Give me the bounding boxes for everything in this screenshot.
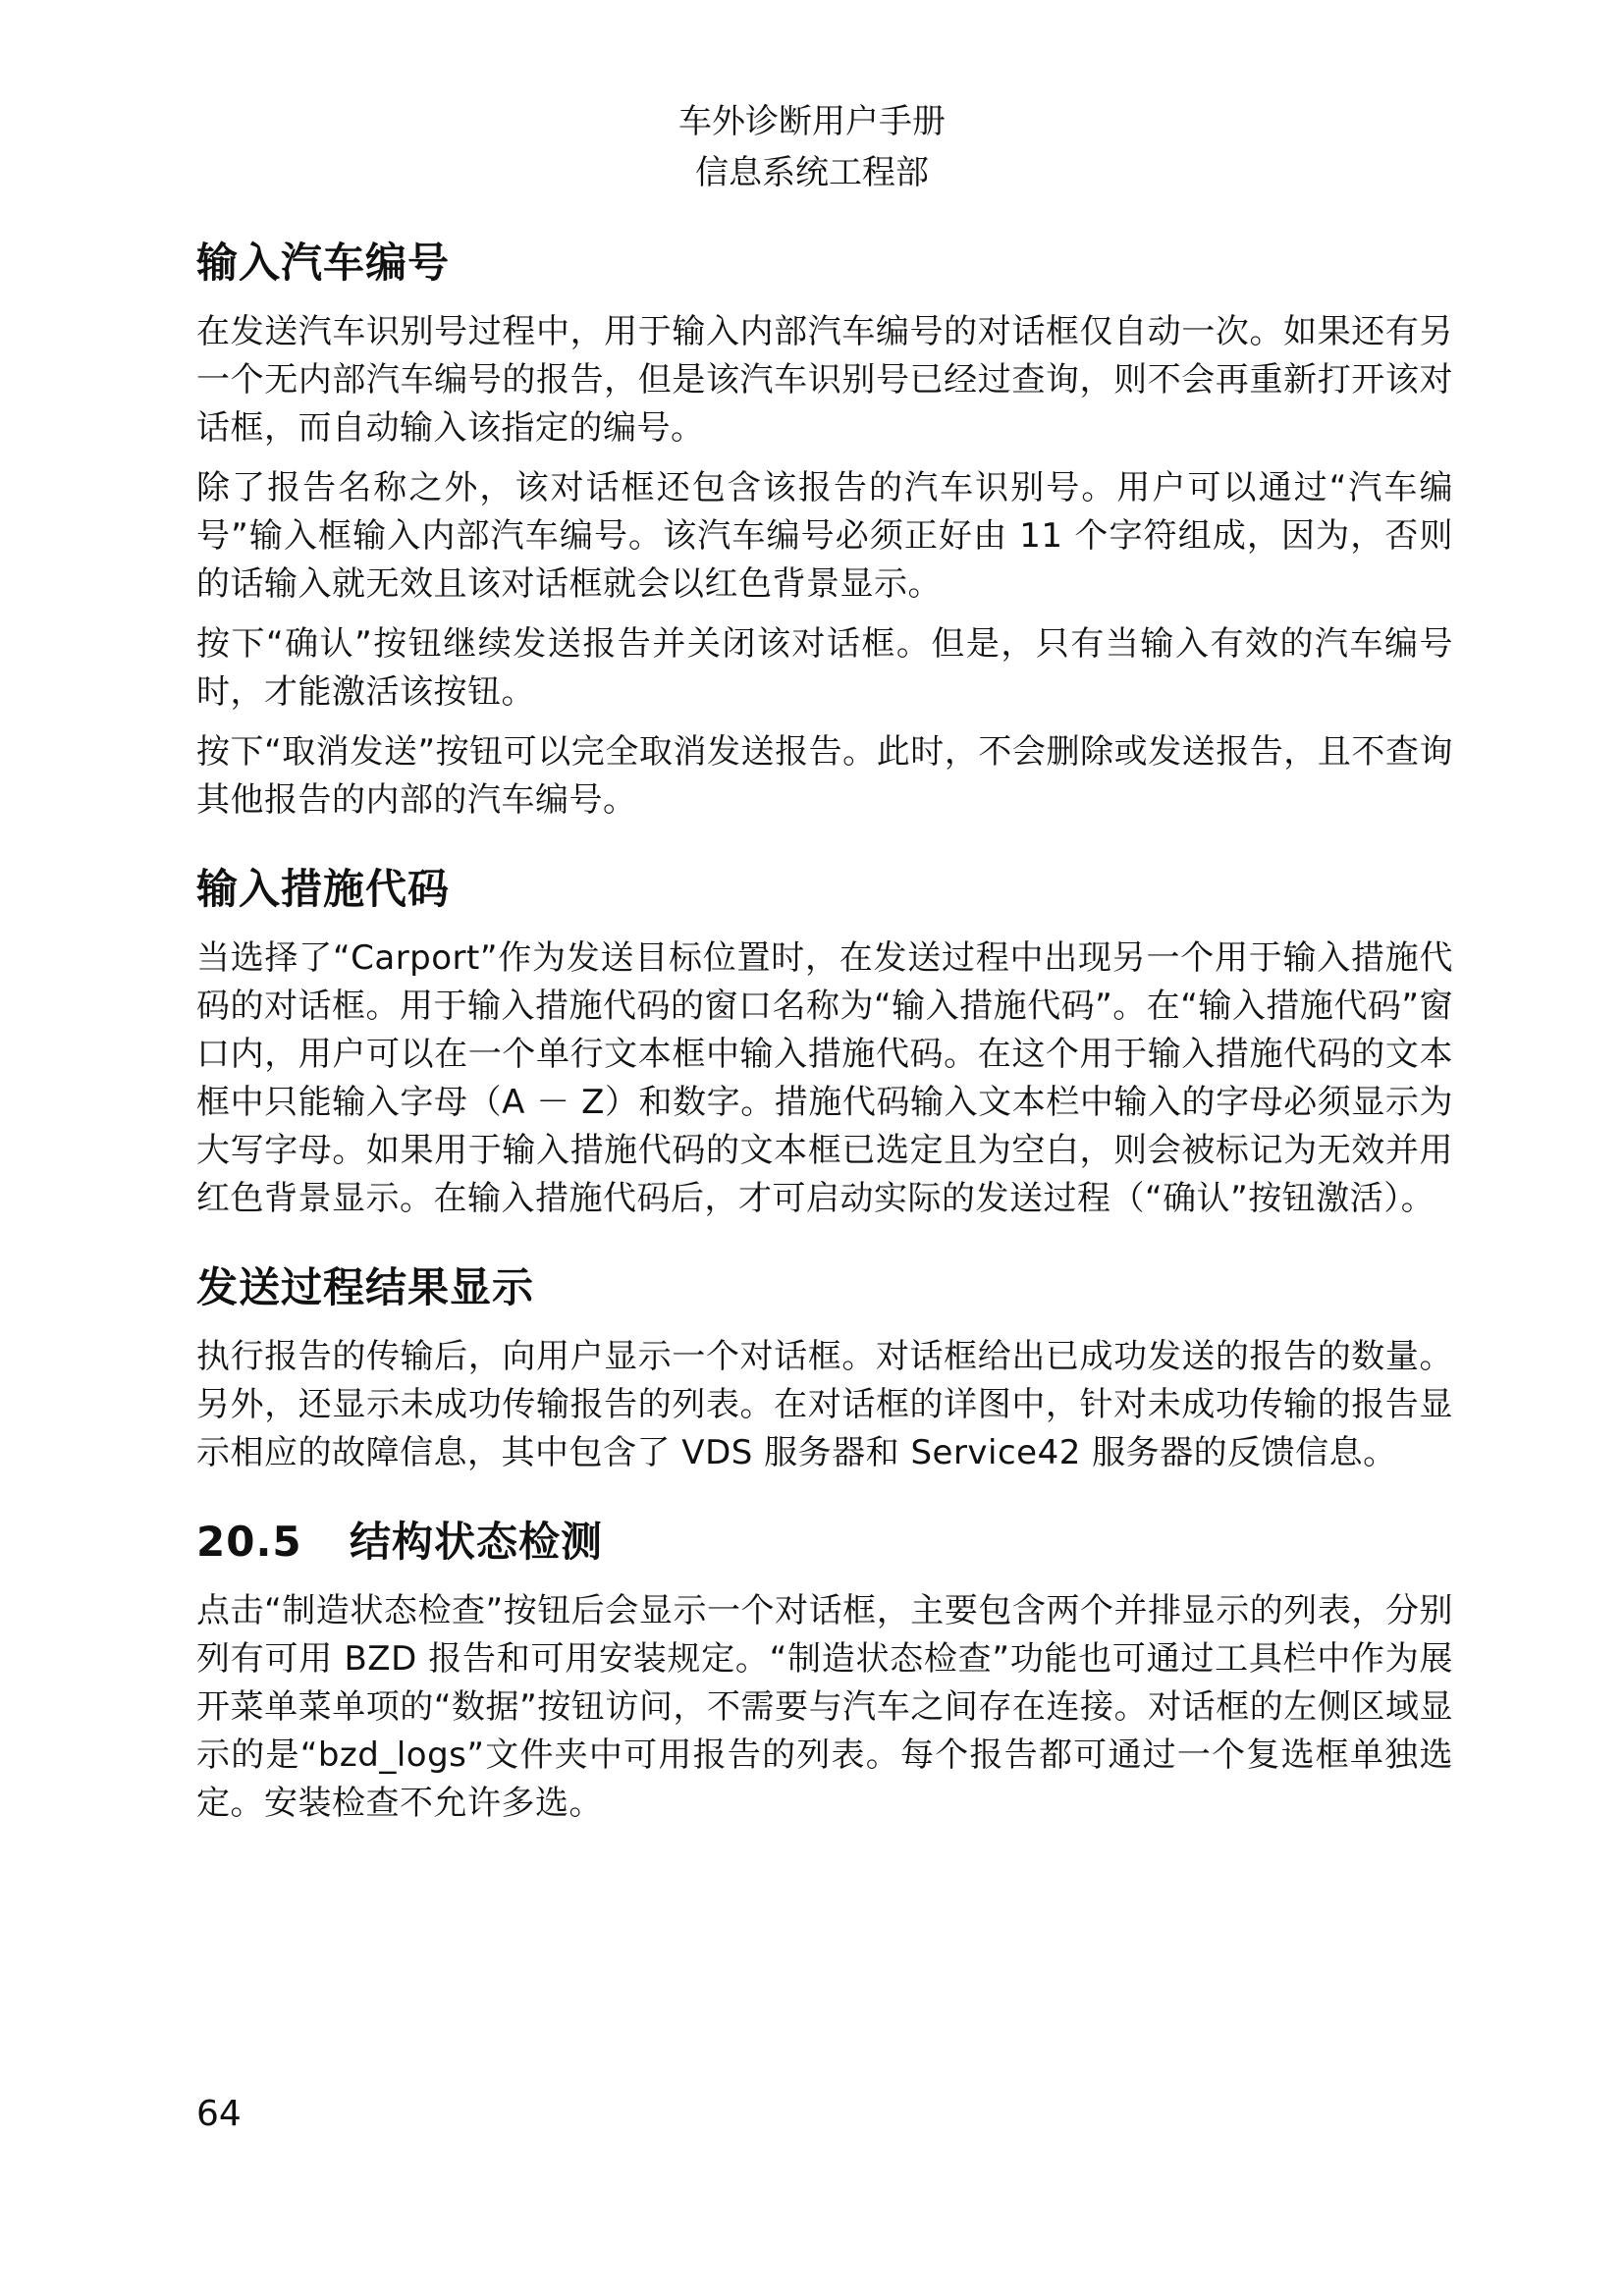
paragraph: 除了报告名称之外，该对话框还包含该报告的汽车识别号。用户可以通过“汽车编号”输入框输入内部汽车编号。该汽车编号必须正好由 11 个字符组成，因为，否则的话输入就无效且该对话框就会以红色背景显示。	[196, 468, 1453, 604]
header-department: 信息系统工程部	[695, 153, 929, 192]
section-title: 结构状态检测	[350, 1518, 604, 1566]
header-manual-title: 车外诊断用户手册	[678, 102, 946, 141]
paragraph: 在发送汽车识别号过程中，用于输入内部汽车编号的对话框仅自动一次。如果还有另一个无内部汽车编号的报告，但是该汽车识别号已经过查询，则不会再重新打开该对话框，而自动输入该指定的编号。	[196, 312, 1453, 448]
paragraph: 按下“确认”按钮继续发送报告并关闭该对话框。但是，只有当输入有效的汽车编号时，才能激活该按钮。	[196, 624, 1453, 712]
section-heading	[196, 1511, 1453, 1574]
section-number: 20.5	[196, 1518, 302, 1566]
section-heading: 发送过程结果显示	[196, 1263, 535, 1311]
paragraph: 执行报告的传输后，向用户显示一个对话框。对话框给出已成功发送的报告的数量。另外，还显示未成功传输报告的列表。在对话框的详图中，针对未成功传输的报告显示相应的故障信息，其中包含了 VDS 服务器和 Service42 服务器的反馈信息。	[196, 1337, 1453, 1472]
paragraph: 按下“取消发送”按钮可以完全取消发送报告。此时，不会删除或发送报告，且不查询其他报告的内部的汽车编号。	[196, 732, 1453, 820]
page-header	[0, 96, 1624, 198]
section-enter-measure-code	[196, 858, 1453, 1223]
paragraph: 当选择了“Carport”作为发送目标位置时，在发送过程中出现另一个用于输入措施代码的对话框。用于输入措施代码的窗口名称为“输入措施代码”。在“输入措施代码”窗口内，用户可以在一个单行文本框中输入措施代码。在这个用于输入措施代码的文本框中只能输入字母（A － Z）和数字。措施代码输入文本栏中输入的字母必须显示为大写字母。如果用于输入措施代码的文本框已选定且为空白，则会被标记为无效并用红色背景显示。在输入措施代码后，才可启动实际的发送过程（“确认”按钮激活）。	[196, 938, 1453, 1218]
section-heading: 输入措施代码	[196, 865, 451, 913]
page-number: 64	[196, 2094, 242, 2134]
section-build-status-check	[196, 1511, 1453, 1828]
paragraph: 点击“制造状态检查”按钮后会显示一个对话框，主要包含两个并排显示的列表，分别列有可用 BZD 报告和可用安装规定。“制造状态检查”功能也可通过工具栏中作为展开菜单菜单项的“数据”按钮访问，不需要与汽车之间存在连接。对话框的左侧区域显示的是“bzd_logs”文件夹中可用报告的列表。每个报告都可通过一个复选框单独选定。安装检查不允许多选。	[196, 1591, 1453, 1823]
section-heading: 输入汽车编号	[196, 239, 451, 287]
page-content	[196, 232, 1453, 1840]
section-send-result-display	[196, 1256, 1453, 1477]
section-enter-vehicle-number	[196, 232, 1453, 825]
